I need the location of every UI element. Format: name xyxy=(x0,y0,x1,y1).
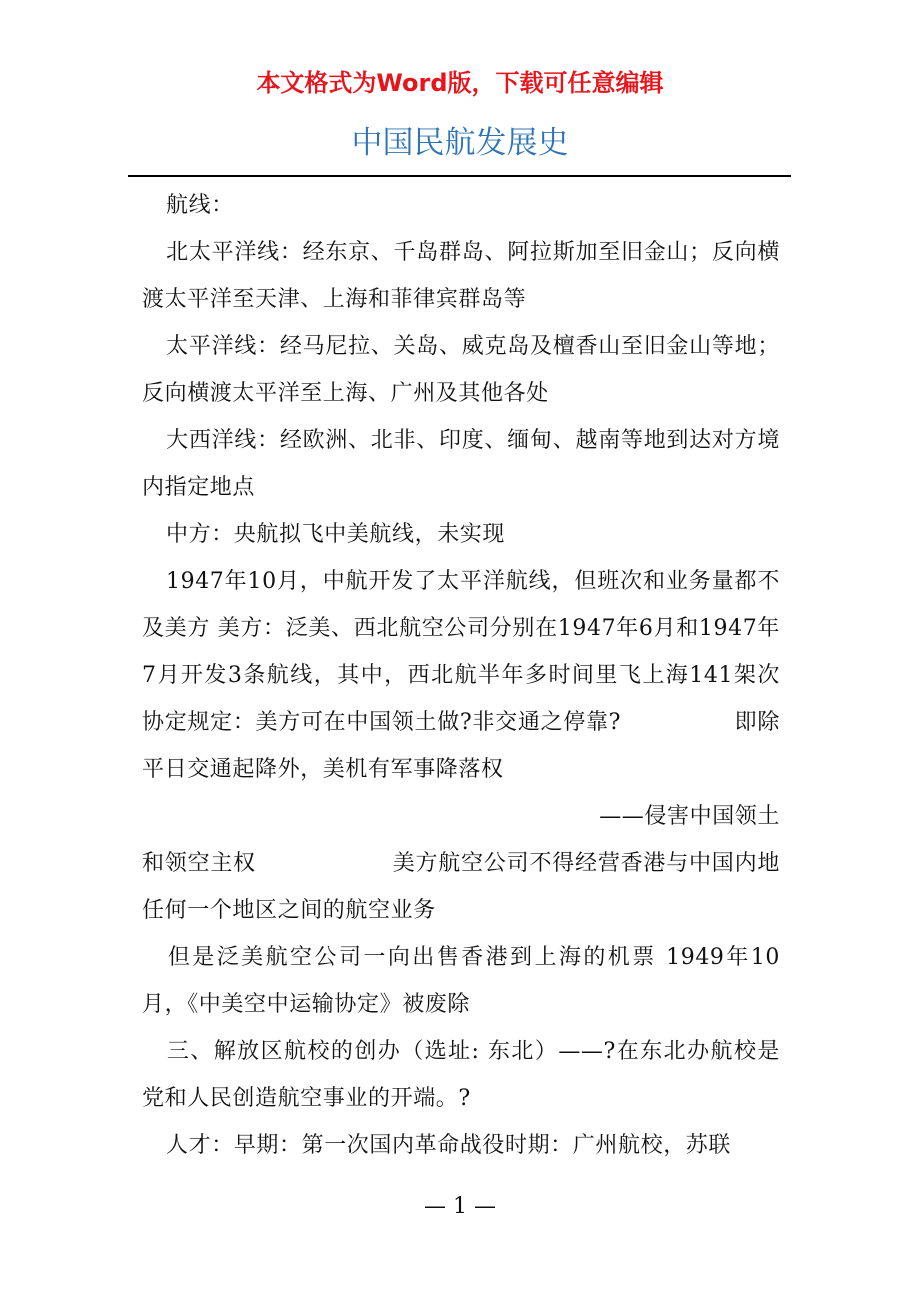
paragraph: 人才：早期：第一次国内革命战役时期：广州航校，苏联 xyxy=(166,1133,732,1158)
page-number: — 1 — xyxy=(424,1194,496,1219)
format-banner: 本文格式为Word版，下载可任意编辑 xyxy=(256,69,664,97)
paragraph: 但是泛美航空公司一向出售香港到上海的机票 1949年10月，《中美空中运输协定》被废除 xyxy=(142,945,780,1017)
paragraph: 航线： xyxy=(166,193,234,218)
paragraph: 和领空主权 美方航空公司不得经营香港与中国内地任何一个地区之间的航空业务 xyxy=(142,851,780,923)
document-title: 中国民航发展史 xyxy=(351,125,569,161)
paragraph: 太平洋线：经马尼拉、关岛、威克岛及檀香山至旧金山等地；反向横渡太平洋至上海、广州及其他各处 xyxy=(142,334,780,406)
paragraph: ——侵害中国领土 xyxy=(599,804,780,829)
document-body xyxy=(142,182,780,1169)
paragraph: 北太平洋线：经东京、千岛群岛、阿拉斯加至旧金山；反向横渡太平洋至天津、上海和菲律宾群岛等 xyxy=(142,240,780,312)
paragraph: 三、解放区航校的创办（选址: 东北）——?在东北办航校是党和人民创造航空事业的开端。? xyxy=(142,1039,780,1111)
paragraph: 中方：央航拟飞中美航线，未实现 xyxy=(166,522,506,547)
paragraph: 1947年10月，中航开发了太平洋航线，但班次和业务量都不及美方 美方：泛美、西北航空公司分别在1947年6月和1947年7月开发3条航线，其中，西北航半年多时间里飞上海141架次 协定规定：美方可在中国领土做?非交通之停靠? 即除平日交通起降外，美机有军事降落权 xyxy=(142,569,780,782)
paragraph: 大西洋线：经欧洲、北非、印度、缅甸、越南等地到达对方境内指定地点 xyxy=(142,428,780,500)
title-divider xyxy=(128,175,791,177)
